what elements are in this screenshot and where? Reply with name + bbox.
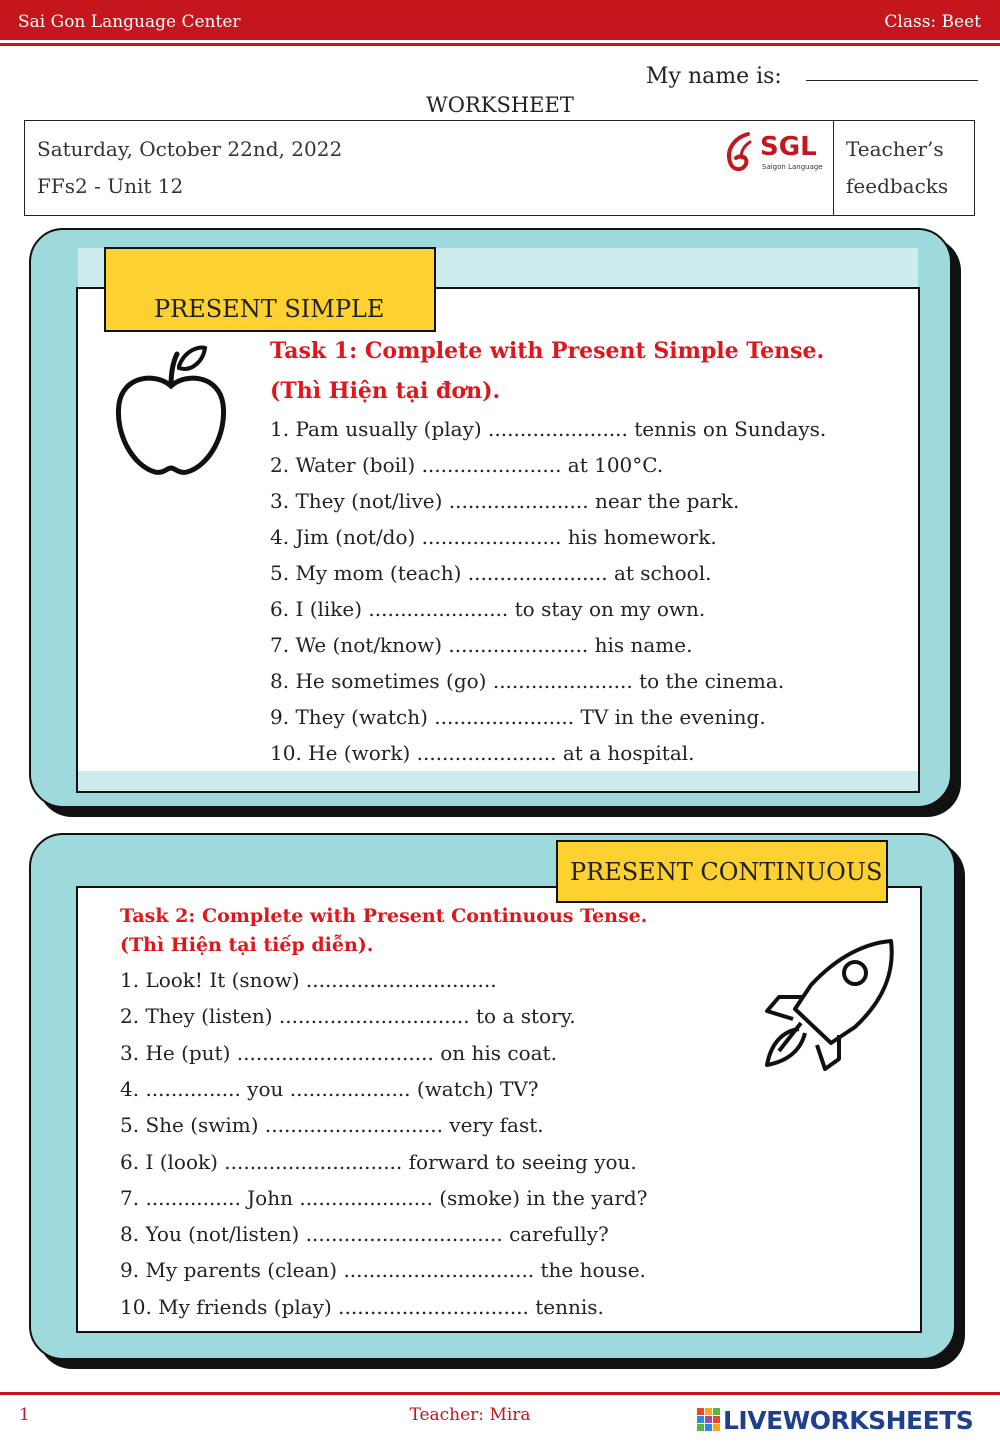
footer-rule xyxy=(0,1392,1000,1395)
task1-title: Task 1: Complete with Present Simple Tense. xyxy=(270,338,825,364)
exercise-item[interactable]: 9. My parents (clean) .............................. the house. xyxy=(120,1258,646,1283)
exercise-item[interactable]: 8. He sometimes (go) ...................... to the cinema. xyxy=(270,669,785,693)
exercise-item[interactable]: 8. You (not/listen) ............................... carefully? xyxy=(120,1222,609,1247)
name-input-line[interactable] xyxy=(806,80,978,81)
present-simple-card xyxy=(29,228,952,808)
feedback-label-line1: Teacher’s xyxy=(846,137,944,161)
liveworksheets-text: LIVEWORKSHEETS xyxy=(723,1406,974,1435)
sgl-logo xyxy=(720,128,830,178)
logo-text: SGL xyxy=(760,132,817,162)
exercise-item[interactable]: 3. He (put) ............................... on his coat. xyxy=(120,1040,557,1065)
exercise-item[interactable]: 6. I (look) ............................ forward to seeing you. xyxy=(120,1149,637,1174)
exercise-item[interactable]: 3. They (not/live) ...................... near the park. xyxy=(270,489,740,513)
exercise-item[interactable]: 10. My friends (play) .............................. tennis. xyxy=(120,1294,604,1319)
exercise-item[interactable]: 10. He (work) ...................... at a hospital. xyxy=(270,741,695,765)
rocket-icon xyxy=(745,935,905,1075)
panel-footer-strip xyxy=(78,771,918,791)
exercise-item[interactable]: 2. They (listen) .............................. to a story. xyxy=(120,1004,576,1029)
liveworksheets-logo[interactable] xyxy=(697,1406,993,1436)
exercise-item[interactable]: 1. Look! It (snow) .............................. xyxy=(120,968,497,992)
center-name: Sai Gon Language Center xyxy=(18,12,241,32)
worksheet-date: Saturday, October 22nd, 2022 xyxy=(37,137,343,161)
task2-subtitle: (Thì Hiện tại tiếp diễn). xyxy=(120,934,374,956)
present-continuous-tag xyxy=(556,840,888,903)
exercise-item[interactable]: 4. Jim (not/do) ...................... his homework. xyxy=(270,525,717,549)
header-rule xyxy=(0,43,1000,46)
exercise-item[interactable]: 1. Pam usually (play) ...................... tennis on Sundays. xyxy=(270,417,827,441)
apple-icon xyxy=(111,342,231,482)
exercise-item[interactable]: 6. I (like) ...................... to stay on my own. xyxy=(270,597,706,621)
teacher-name: Teacher: Mira xyxy=(409,1405,531,1425)
info-box xyxy=(24,120,975,216)
present-continuous-card xyxy=(29,833,956,1360)
present-simple-tag xyxy=(104,247,436,332)
exercise-item[interactable]: 7. We (not/know) ...................... his name. xyxy=(270,633,693,657)
present-continuous-tag-label: PRESENT CONTINUOUS xyxy=(570,858,883,886)
header-bar xyxy=(0,0,1000,40)
class-label: Class: Beet xyxy=(884,12,981,32)
name-label: My name is: xyxy=(646,64,782,89)
liveworksheets-blocks-icon xyxy=(697,1408,721,1434)
present-simple-tag-label: PRESENT SIMPLE xyxy=(154,295,385,323)
task2-title: Task 2: Complete with Present Continuous Tense. xyxy=(120,905,648,927)
logo-subtext: Saigon Language xyxy=(762,163,823,171)
exercise-item[interactable]: 5. My mom (teach) ...................... at school. xyxy=(270,561,712,585)
sgl-swirl-icon xyxy=(720,128,760,178)
feedback-label-line2: feedbacks xyxy=(846,174,949,198)
exercise-item[interactable]: 9. They (watch) ...................... TV in the evening. xyxy=(270,705,766,729)
task1-subtitle: (Thì Hiện tại đơn). xyxy=(270,378,501,404)
worksheet-title: WORKSHEET xyxy=(426,93,574,117)
exercise-item[interactable]: 7. ............... John ..................... (smoke) in the yard? xyxy=(120,1185,648,1210)
exercise-item[interactable]: 2. Water (boil) ...................... at 100°C. xyxy=(270,453,664,477)
exercise-item[interactable]: 4. ............... you ................... (watch) TV? xyxy=(120,1076,539,1101)
page-number: 1 xyxy=(19,1405,30,1425)
worksheet-unit: FFs2 - Unit 12 xyxy=(37,174,184,198)
feedback-divider xyxy=(833,121,834,215)
exercise-item[interactable]: 5. She (swim) ............................ very fast. xyxy=(120,1113,544,1138)
